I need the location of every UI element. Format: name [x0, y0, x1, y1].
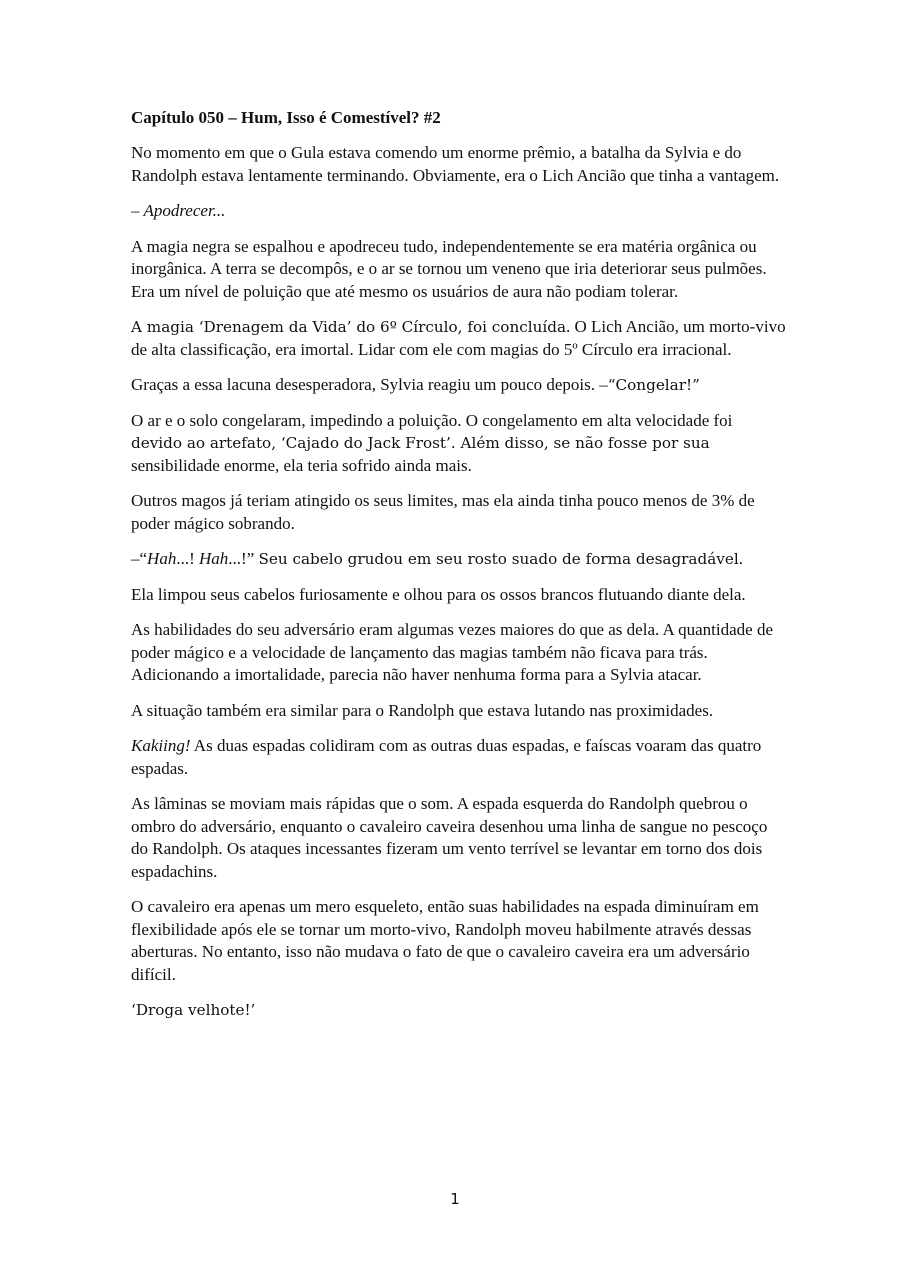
emphasis-text-run: Seu cabelo grudou em seu rosto suado de forma desagradável	[258, 550, 739, 568]
text-run: As habilidades do seu adversário eram algumas vezes maiores do que as dela. A quantidade de poder mágico e a velocidade de lançamento das magias também não ficava para trás. Adicionando a imortalidade, parecia não haver nenhuma forma para a Sylvia atacar.	[131, 620, 774, 684]
text-run: Ela limpou seus cabelos furiosamente e olhou para os ossos brancos flutuando diante dela.	[131, 584, 746, 604]
text-run: Graças a essa lacuna desesperadora, Sylvia reagiu um pouco depois. –	[131, 375, 608, 394]
paragraph	[131, 619, 786, 687]
text-run: –“	[131, 549, 148, 568]
paragraph	[131, 490, 786, 535]
text-run: . O Lich Ancião, um morto-vivo de alta classificação, era imortal. Lidar com ele com magias do 5º Círculo era irracional.	[131, 317, 786, 359]
emphasis-text-run: “Congelar!”	[607, 376, 700, 394]
text-run: As lâminas se moviam mais rápidas que o som. A espada esquerda do Randolph quebrou o ombro do adversário, enquanto o cavaleiro caveira desenhou uma linha de sangue no pescoço do Randolph. Os ataques incessantes fizeram um vento terrível se levantar em torno dos dois espadachins.	[131, 794, 768, 881]
page-number: 1	[450, 1190, 460, 1208]
text-run: As duas espadas colidiram com as outras duas espadas, e faíscas voaram das quatro espadas.	[131, 736, 762, 778]
paragraph	[131, 584, 786, 607]
text-run: .	[738, 549, 743, 568]
paragraph	[131, 142, 786, 187]
italic-text-run: Hah	[147, 549, 177, 568]
body-text	[131, 142, 786, 1022]
chapter-title: Capítulo 050 – Hum, Isso é Comestível? #2	[131, 108, 441, 127]
text-run: ...!”	[228, 549, 259, 568]
text-run: O ar e o solo congelaram, impedindo a poluição. O congelamento em alta velocidade foi	[131, 410, 733, 430]
paragraph	[131, 200, 786, 223]
paragraph	[131, 700, 786, 723]
page-content	[131, 107, 786, 1035]
paragraph	[131, 735, 786, 780]
text-run: A situação também era similar para o Randolph que estava lutando nas proximidades.	[131, 700, 714, 720]
text-run: sensibilidade enorme, ela teria sofrido ainda mais.	[131, 455, 472, 475]
paragraph	[131, 999, 786, 1022]
emphasis-text-run: ‘Droga velhote!’	[131, 1001, 256, 1019]
paragraph	[131, 374, 786, 397]
text-run: ...!	[176, 549, 199, 568]
paragraph	[131, 410, 786, 478]
italic-text-run: – Apodrecer...	[131, 201, 226, 220]
paragraph	[131, 793, 786, 883]
paragraph	[131, 236, 786, 304]
text-run: Outros magos já teriam atingido os seus limites, mas ela ainda tinha pouco menos de 3% de poder mágico sobrando.	[131, 491, 755, 533]
paragraph	[131, 896, 786, 986]
emphasis-text-run: devido ao artefato, ‘Cajado do Jack Frost’. Além disso, se não fosse por sua	[131, 434, 710, 452]
italic-text-run: Kakiing!	[131, 736, 191, 755]
text-run: No momento em que o Gula estava comendo um enorme prêmio, a batalha da Sylvia e do Randolph estava lentamente terminando. Obviamente, era o Lich Ancião que tinha a vantagem.	[131, 143, 780, 185]
paragraph	[131, 316, 786, 361]
text-run: O cavaleiro era apenas um mero esqueleto, então suas habilidades na espada diminuíram em flexibilidade após ele se tornar um morto-vivo, Randolph moveu habilmente através dessas aberturas. No entanto, isso não mudava o fato de que o cavaleiro caveira era um adversário difícil.	[131, 897, 759, 984]
italic-text-run: Hah	[199, 549, 229, 568]
paragraph	[131, 548, 786, 571]
text-run: A magia negra se espalhou e apodreceu tudo, independentemente se era matéria orgânica ou inorgânica. A terra se decompôs, e o ar se tornou um veneno que iria deteriorar seus pulmões. Era um nível de poluição que até mesmo os usuários de aura não podiam tolerar.	[131, 236, 767, 301]
emphasis-text-run: A magia ‘Drenagem da Vida’ do 6º Círculo, foi concluída	[131, 318, 567, 336]
